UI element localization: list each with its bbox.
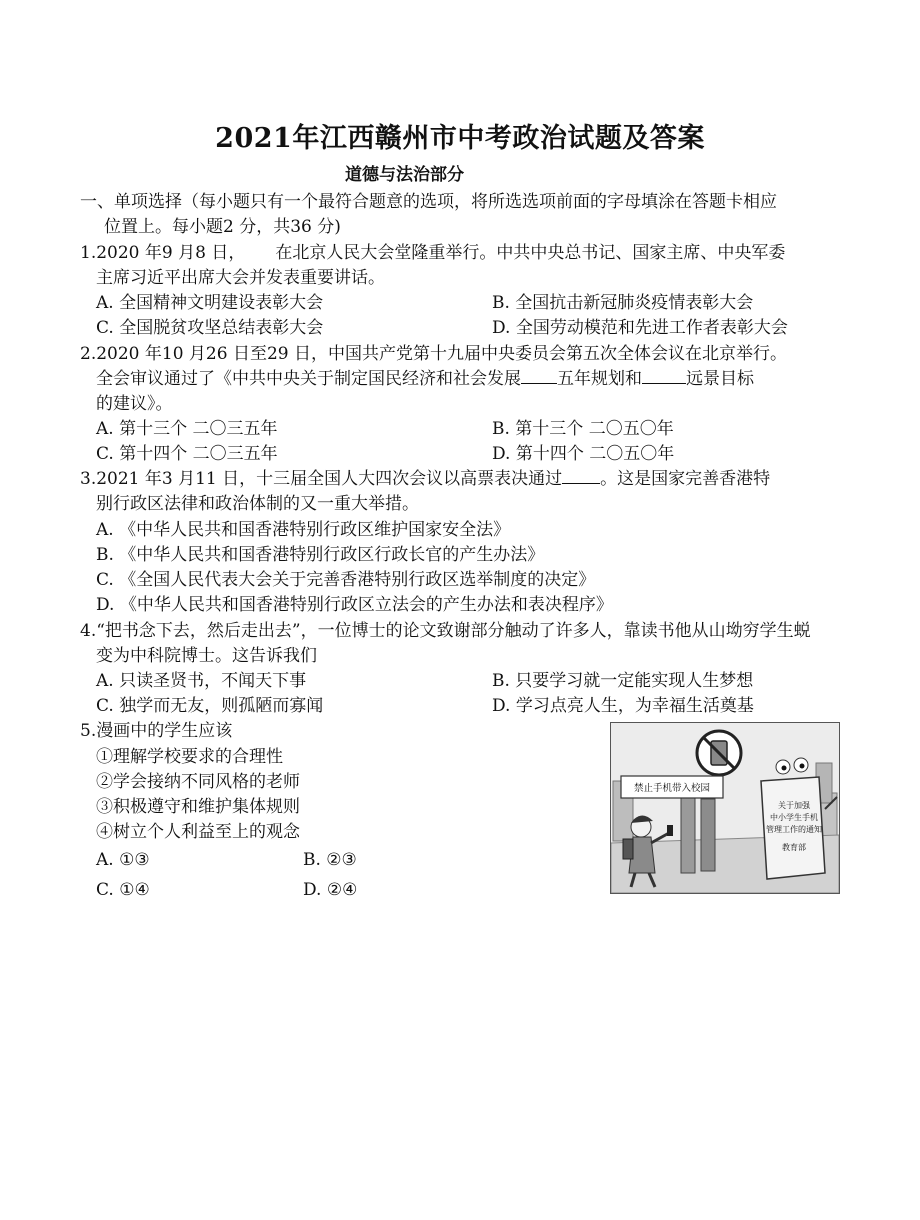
section-instructions-line1: 一、单项选择（每小题只有一个最符合题意的选项，将所选选项前面的字母填涂在答题卡相应: [80, 192, 777, 212]
question-4-option-d: D. 学习点亮人生，为幸福生活奠基: [492, 696, 754, 716]
question-3-option-a: A. 《中华人民共和国香港特别行政区维护国家安全法》: [96, 520, 511, 540]
question-1-option-a: A. 全国精神文明建设表彰大会: [96, 293, 324, 313]
answer-blank: [521, 368, 557, 384]
question-4-option-b: B. 只要学习就一定能实现人生梦想: [492, 671, 754, 691]
question-4-stem-line2: 变为中科院博士。这告诉我们: [96, 646, 317, 666]
document-text-1: 关于加强: [778, 801, 810, 810]
question-2-option-c: C. 第十四个 二〇三五年: [96, 444, 278, 464]
page-title: 2021年江西赣州市中考政治试题及答案: [215, 123, 705, 154]
document-text-3: 管理工作的通知: [766, 825, 822, 834]
question-1-stem-start: 1.2020 年9 月8 日，: [80, 243, 246, 263]
question-2-stem-line1: 2.2020 年10 月26 日至29 日，中国共产党第十九届中央委员会第五次全体会议在北京举行。: [80, 344, 787, 364]
question-4-option-a: A. 只读圣贤书，不闻天下事: [96, 671, 307, 691]
question-1-stem-line2: 主席习近平出席大会并发表重要讲话。: [96, 268, 385, 288]
section-instructions-line2: 位置上。每小题2 分，共36 分): [104, 217, 341, 237]
answer-blank: [562, 468, 600, 484]
question-5-statement-4: ④树立个人利益至上的观念: [96, 822, 300, 842]
document-text-4: 教育部: [782, 843, 806, 852]
question-2-stem-part3: 远景目标: [686, 369, 754, 389]
question-4-stem-line1: 4.“把书念下去，然后走出去”，一位博士的论文致谢部分触动了许多人，靠读书他从山坳穷学生蜕: [80, 621, 811, 641]
question-5-stem: 5.漫画中的学生应该: [80, 721, 233, 741]
question-1-option-b: B. 全国抗击新冠肺炎疫情表彰大会: [492, 293, 754, 313]
question-3-stem-part2: 。这是国家完善香港特: [600, 469, 771, 489]
question-5-option-b: B. ②③: [303, 850, 357, 870]
question-5-statement-1: ①理解学校要求的合理性: [96, 747, 283, 767]
question-5-statement-3: ③积极遵守和维护集体规则: [96, 797, 300, 817]
question-5-option-c: C. ①④: [96, 880, 150, 900]
question-3-stem-part1: 3.2021 年3 月11 日，十三届全国人大四次会议以高票表决通过: [80, 469, 563, 489]
question-3-option-b: B. 《中华人民共和国香港特别行政区行政长官的产生办法》: [96, 545, 545, 565]
question-1-option-d: D. 全国劳动模范和先进工作者表彰大会: [492, 318, 788, 338]
page-subtitle: 道德与法治部分: [345, 165, 464, 185]
question-2-option-b: B. 第十三个 二〇五〇年: [492, 419, 674, 439]
question-2-stem-line3: 的建议》。: [96, 394, 173, 414]
question-5-statement-2: ②学会接纳不同风格的老师: [96, 772, 300, 792]
question-1-stem-line1: [80, 242, 785, 264]
question-3-option-d: D. 《中华人民共和国香港特别行政区立法会的产生办法和表决程序》: [96, 595, 613, 615]
question-3-stem-line1: [80, 468, 770, 490]
sign-text: 禁止手机带入校园: [633, 783, 711, 794]
question-2-stem-line2: [96, 368, 754, 390]
question-5-option-a: A. ①③: [96, 850, 150, 870]
cartoon-drawing: [611, 723, 839, 893]
question-2-option-a: A. 第十三个 二〇三五年: [96, 419, 278, 439]
question-5-option-d: D. ②④: [303, 880, 358, 900]
question-4-option-c: C. 独学而无友，则孤陋而寡闻: [96, 696, 324, 716]
cartoon-illustration: [610, 722, 840, 894]
question-1-option-c: C. 全国脱贫攻坚总结表彰大会: [96, 318, 324, 338]
question-3-option-c: C. 《全国人民代表大会关于完善香港特别行政区选举制度的决定》: [96, 570, 596, 590]
question-3-stem-line2: 别行政区法律和政治体制的又一重大举措。: [96, 494, 419, 514]
question-2-option-d: D. 第十四个 二〇五〇年: [492, 444, 675, 464]
question-2-stem-part1: 全会审议通过了《中共中央关于制定国民经济和社会发展: [96, 369, 521, 389]
document-text-2: 中小学生手机: [770, 813, 818, 822]
question-1-stem-rest: 在北京人民大会堂隆重举行。中共中央总书记、国家主席、中央军委: [275, 243, 786, 263]
question-2-stem-part2: 五年规划和: [557, 369, 642, 389]
answer-blank: [642, 368, 686, 384]
